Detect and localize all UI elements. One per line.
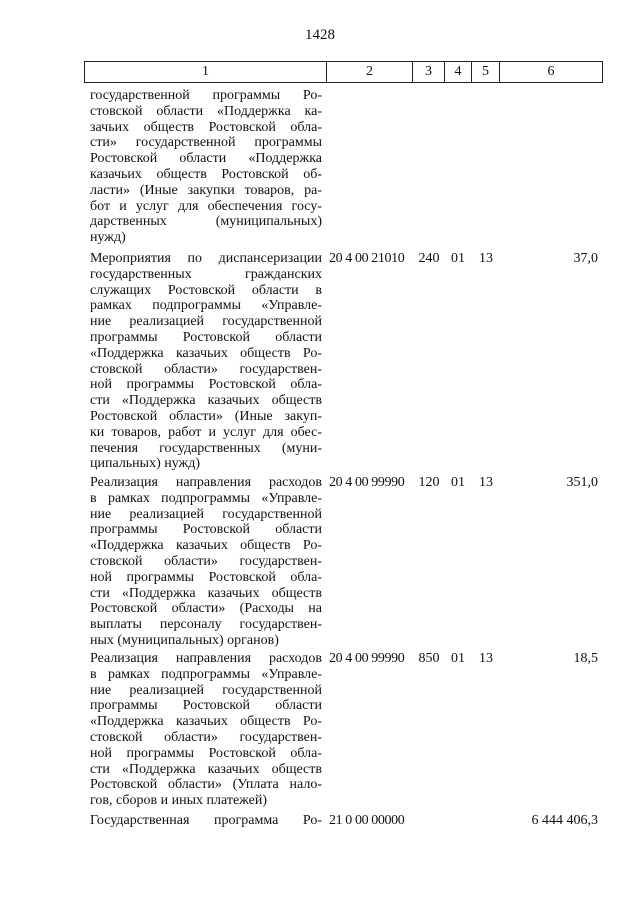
description-line: программы Ростовской области xyxy=(90,522,322,538)
expense-type-code: 850 xyxy=(418,651,440,666)
column-header-4: 4 xyxy=(445,62,472,83)
description-line: казачьих обществ Ростовской об- xyxy=(90,166,322,182)
description-line: ной программы Ростовской обла- xyxy=(90,569,322,585)
target-article-code: 20 4 00 21010 xyxy=(329,251,405,266)
description-line: ной программы Ростовской обла- xyxy=(90,377,322,393)
subsection-code: 13 xyxy=(479,251,493,266)
description-line: служащих Ростовской области в xyxy=(90,282,322,298)
description-line: сти «Поддержка казачьих обществ xyxy=(90,393,322,409)
description-line: программы Ростовской области xyxy=(90,329,322,345)
row-description xyxy=(90,88,322,246)
expense-type-code: 240 xyxy=(418,251,440,266)
column-header-table xyxy=(84,61,603,83)
row-description xyxy=(90,475,322,649)
row-description xyxy=(90,651,322,809)
description-line: ных (муниципальных) органов) xyxy=(90,632,279,648)
description-line: стовской области» государствен- xyxy=(90,553,322,569)
page-number: 1428 xyxy=(305,27,335,43)
description-line: Ростовской области «Поддержка xyxy=(90,151,322,167)
section-code: 01 xyxy=(451,651,465,666)
column-header-1: 1 xyxy=(85,62,327,83)
amount-value: 6 444 406,3 xyxy=(531,813,598,828)
description-line: зачьих обществ Ростовской обла- xyxy=(90,119,322,135)
row-description xyxy=(90,813,322,829)
description-line: ние реализацией государственной xyxy=(90,314,322,330)
description-line: стовской области «Поддержка ка- xyxy=(90,103,322,119)
description-line: Ростовской области» (Расходы на xyxy=(90,601,322,617)
description-line: печения государственных (муни- xyxy=(90,440,322,456)
description-line: Мероприятия по диспансеризации xyxy=(90,251,322,266)
description-line: «Поддержка казачьих обществ Ро- xyxy=(90,714,322,730)
row-description xyxy=(90,251,322,472)
target-article-code: 20 4 00 99990 xyxy=(329,475,405,490)
column-header-3: 3 xyxy=(413,62,445,83)
description-line: гов, сборов и иных платежей) xyxy=(90,793,268,809)
subsection-code: 13 xyxy=(479,651,493,666)
expense-type-code: 120 xyxy=(418,475,440,490)
description-line: рамках подпрограммы «Управле- xyxy=(90,298,322,314)
amount-value: 37,0 xyxy=(573,251,598,266)
description-line: ние реализацией государственной xyxy=(90,682,322,698)
column-header-row xyxy=(85,62,603,83)
description-line: «Поддержка казачьих обществ Ро- xyxy=(90,345,322,361)
amount-value: 18,5 xyxy=(573,651,598,666)
description-line: ципальных) нужд) xyxy=(90,456,201,472)
description-line: ной программы Ростовской обла- xyxy=(90,745,322,761)
description-line: Государственная программа Ро- xyxy=(90,813,322,828)
description-line: дарственных (муниципальных) xyxy=(90,214,322,230)
description-line: государственной программы Ро- xyxy=(90,88,322,103)
column-header-2: 2 xyxy=(327,62,413,83)
description-line: в рамках подпрограммы «Управле- xyxy=(90,666,322,682)
column-header-5: 5 xyxy=(472,62,500,83)
description-line: бот и услуг для обеспечения госу- xyxy=(90,198,322,214)
target-article-code: 20 4 00 99990 xyxy=(329,651,405,666)
description-line: стовской области» государствен- xyxy=(90,361,322,377)
description-line: «Поддержка казачьих обществ Ро- xyxy=(90,538,322,554)
description-line: программы Ростовской области xyxy=(90,698,322,714)
amount-value: 351,0 xyxy=(566,475,598,490)
description-line: в рамках подпрограммы «Управле- xyxy=(90,490,322,506)
description-line: Реализация направления расходов xyxy=(90,475,322,490)
target-article-code: 21 0 00 00000 xyxy=(329,813,405,828)
description-line: выплаты персоналу государствен- xyxy=(90,617,322,633)
description-line: Ростовской области» (Иные закуп- xyxy=(90,408,322,424)
description-line: сти» государственной программы xyxy=(90,135,322,151)
section-code: 01 xyxy=(451,475,465,490)
description-line: сти «Поддержка казачьих обществ xyxy=(90,761,322,777)
description-line: нужд) xyxy=(90,230,126,246)
description-line: стовской области» государствен- xyxy=(90,729,322,745)
description-line: ки товаров, работ и услуг для обес- xyxy=(90,424,322,440)
description-line: Ростовской области» (Уплата нало- xyxy=(90,777,322,793)
section-code: 01 xyxy=(451,251,465,266)
description-line: ние реализацией государственной xyxy=(90,506,322,522)
subsection-code: 13 xyxy=(479,475,493,490)
column-header-6: 6 xyxy=(500,62,603,83)
description-line: сти «Поддержка казачьих обществ xyxy=(90,585,322,601)
description-line: Реализация направления расходов xyxy=(90,651,322,666)
description-line: государственных гражданских xyxy=(90,266,322,282)
description-line: ласти» (Иные закупки товаров, ра- xyxy=(90,182,322,198)
